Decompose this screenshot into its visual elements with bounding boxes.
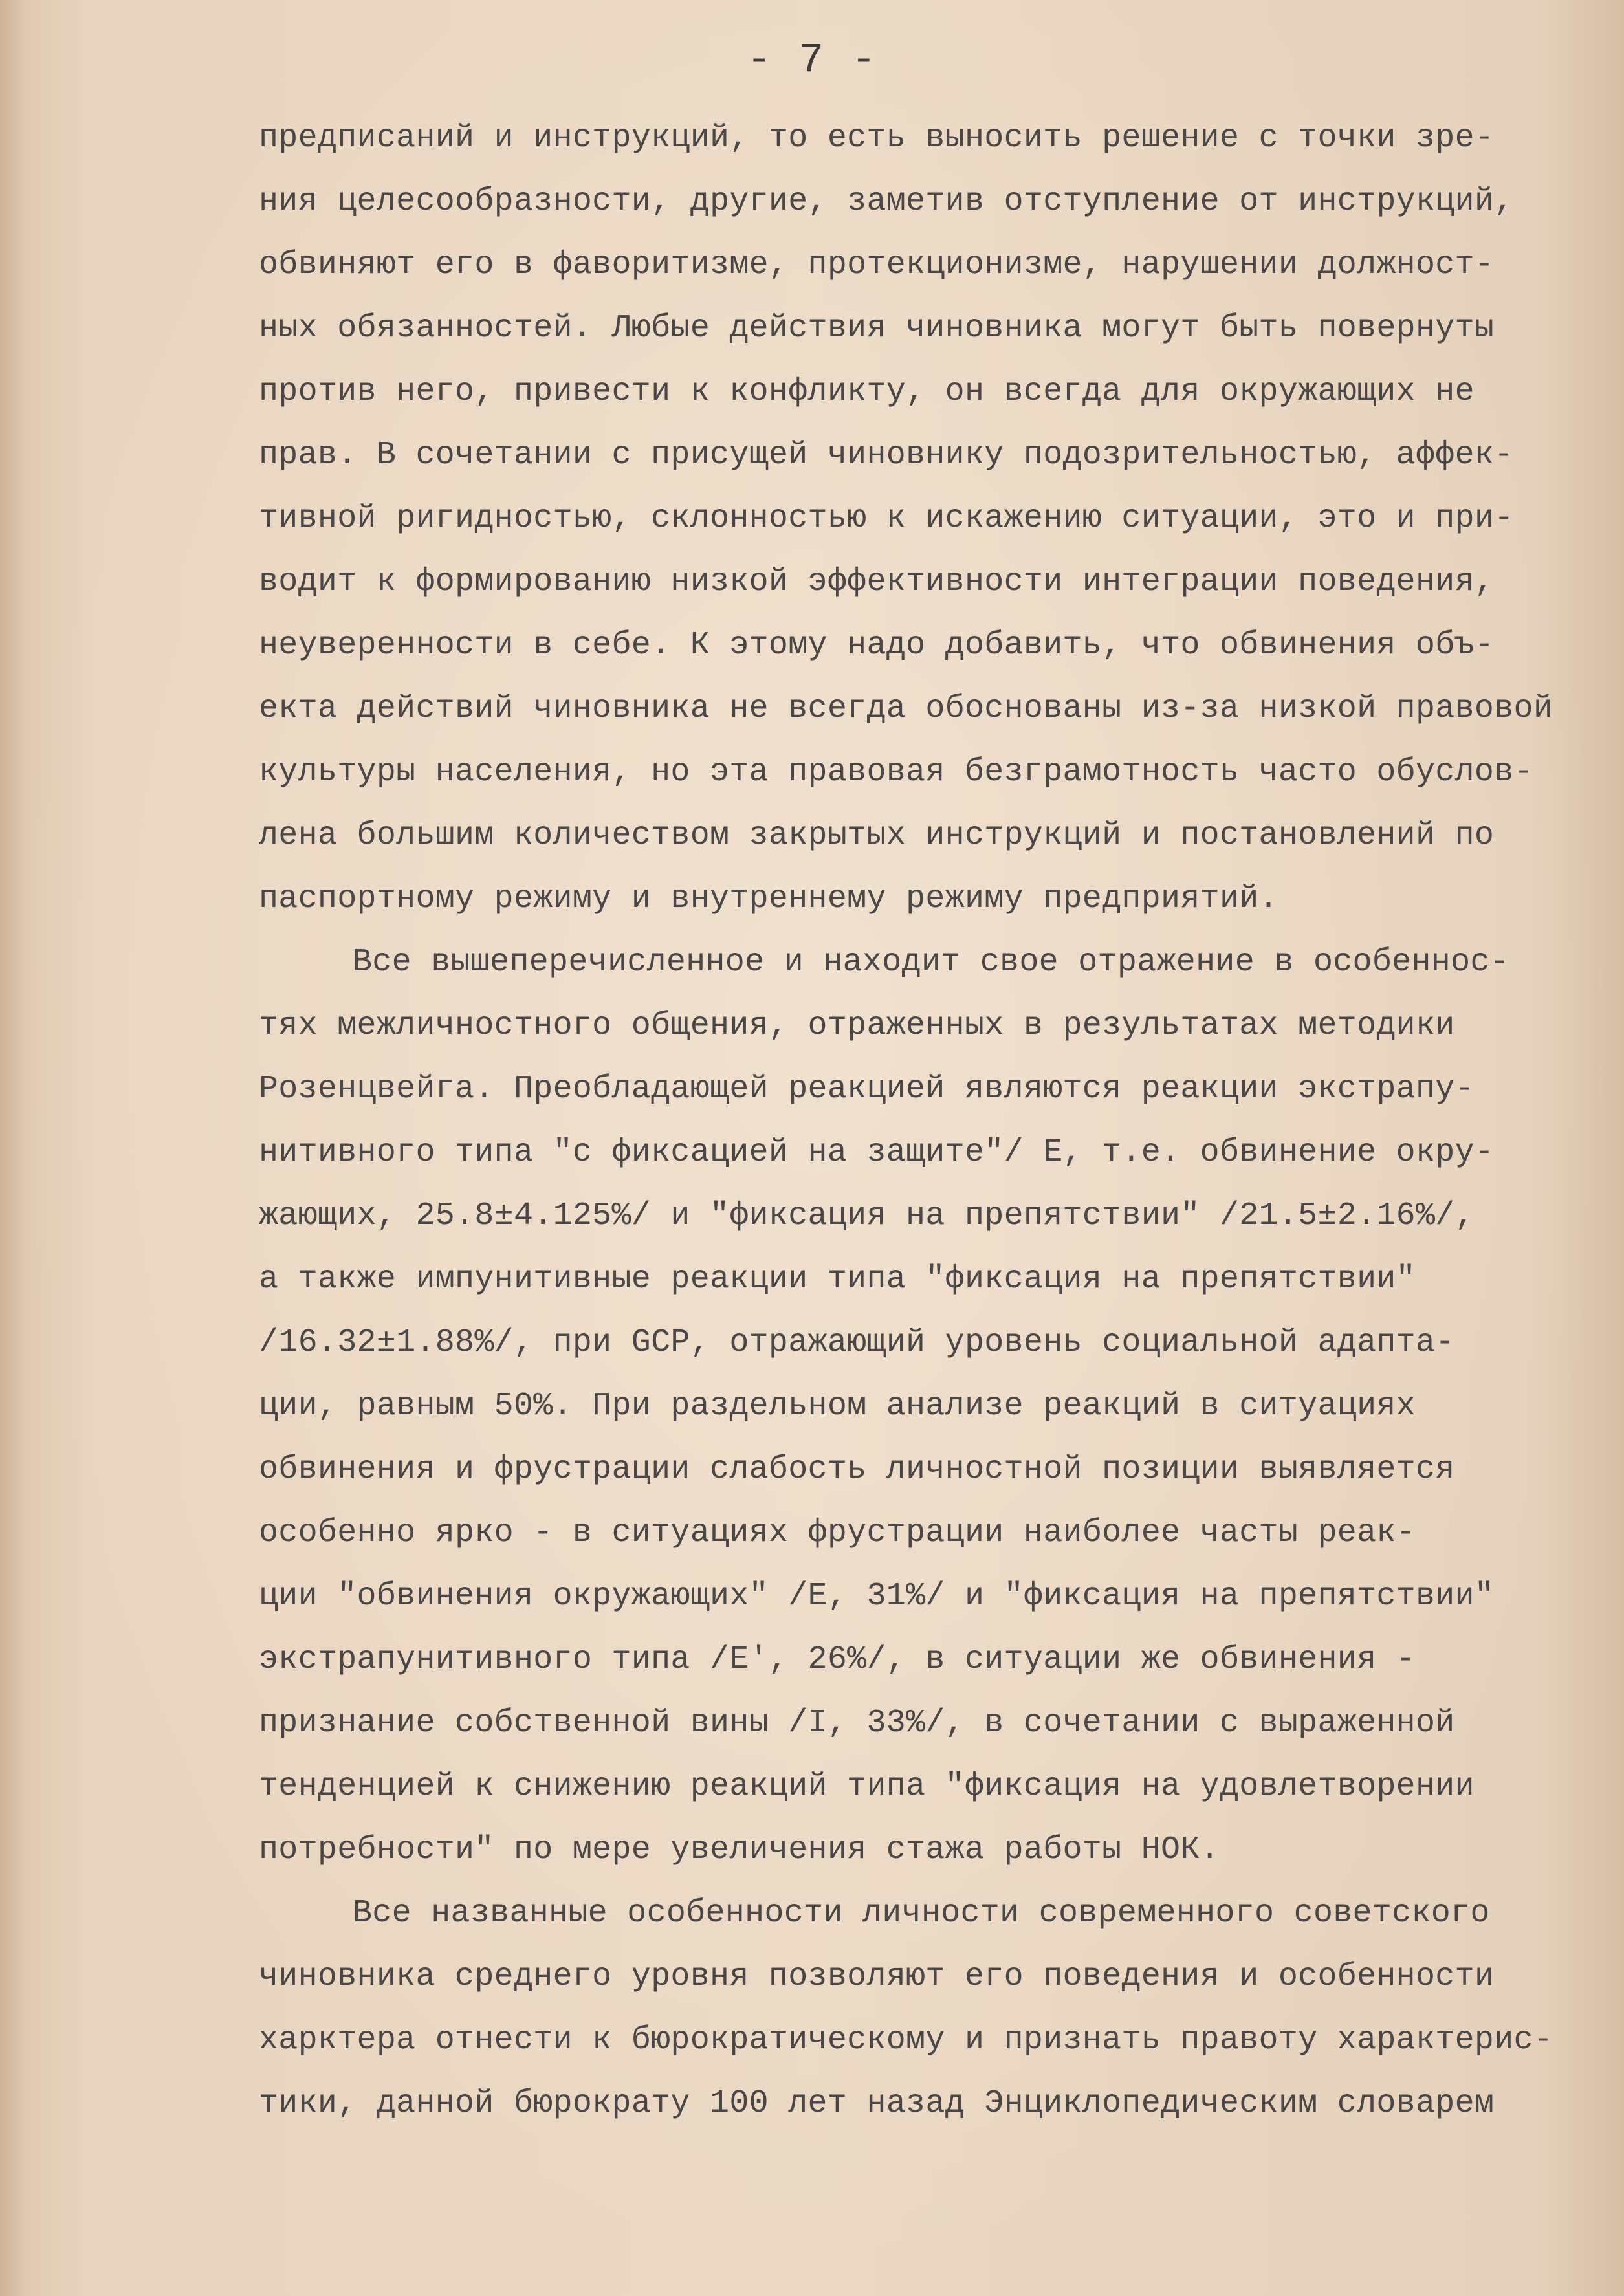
text-line: обвинения и фрустрации слабость личностной позиции выявляется: [259, 1451, 1455, 1488]
text-line: чиновника среднего уровня позволяют его поведения и особенности: [259, 1958, 1495, 1995]
text-line: жающих, 25.8±4.125%/ и "фиксация на препятствии" /21.5±2.16%/,: [259, 1197, 1475, 1234]
text-line: ных обязанностей. Любые действия чиновника могут быть повернуты: [259, 310, 1495, 347]
paragraph-start-line: Все вышеперечисленное и находит свое отражение в особеннос-: [353, 944, 1509, 981]
text-line: тенденцией к снижению реакций типа "фиксация на удовлетворении: [259, 1768, 1475, 1805]
text-line: а также импунитивные реакции типа "фиксация на препятствии": [259, 1261, 1416, 1298]
text-line: потребности" по мере увеличения стажа работы НОК.: [259, 1831, 1220, 1868]
paragraph-start-line: Все названные особенности личности современного советского: [353, 1895, 1490, 1932]
text-line: признание собственной вины /I, 33%/, в сочетании с выраженной: [259, 1705, 1455, 1742]
text-line: обвиняют его в фаворитизме, протекционизме, нарушении должност-: [259, 246, 1495, 283]
text-line: тики, данной бюрократу 100 лет назад Энциклопедическим словарем: [259, 2085, 1495, 2122]
text-line: екта действий чиновника не всегда обоснованы из-за низкой правовой: [259, 690, 1553, 727]
text-line: нитивного типа "с фиксацией на защите"/ E, т.е. обвинение окру-: [259, 1134, 1495, 1171]
text-line: прав. В сочетании с присущей чиновнику подозрительностью, аффек-: [259, 437, 1514, 474]
text-line: экстрапунитивного типа /E', 26%/, в ситуации же обвинения -: [259, 1641, 1416, 1678]
body-text: [259, 107, 1592, 2136]
paper-edge-shadow: [0, 0, 26, 2296]
page-number: - 7 -: [746, 38, 878, 84]
text-line: ции "обвинения окружающих" /E, 31%/ и "фиксация на препятствии": [259, 1578, 1495, 1615]
text-line: паспортному режиму и внутреннему режиму предприятий.: [259, 880, 1278, 917]
text-line: предписаний и инструкций, то есть выносить решение с точки зре-: [259, 120, 1495, 157]
text-line: против него, привести к конфликту, он всегда для окружающих не: [259, 373, 1475, 410]
text-line: неуверенности в себе. К этому надо добавить, что обвинения объ-: [259, 627, 1495, 664]
text-line: тивной ригидностью, склонностью к искажению ситуации, это и при-: [259, 500, 1514, 537]
text-line: лена большим количеством закрытых инструкций и постановлений по: [259, 817, 1495, 854]
text-line: тях межличностного общения, отраженных в результатах методики: [259, 1007, 1455, 1044]
text-line: Розенцвейга. Преобладающей реакцией являются реакции экстрапу-: [259, 1071, 1475, 1108]
text-line: культуры населения, но эта правовая безграмотность часто обуслов-: [259, 754, 1533, 791]
text-line: водит к формированию низкой эффективности интеграции поведения,: [259, 563, 1495, 600]
text-line: харктера отнести к бюрократическому и признать правоту характерис-: [259, 2022, 1553, 2059]
text-line: /16.32±1.88%/, при GCP, отражающий уровень социальной адапта-: [259, 1324, 1455, 1361]
text-line: ции, равным 50%. При раздельном анализе реакций в ситуациях: [259, 1388, 1416, 1425]
text-line: ния целесообразности, другие, заметив отступление от инструкций,: [259, 183, 1514, 220]
text-line: особенно ярко - в ситуациях фрустрации наиболее часты реак-: [259, 1514, 1416, 1551]
